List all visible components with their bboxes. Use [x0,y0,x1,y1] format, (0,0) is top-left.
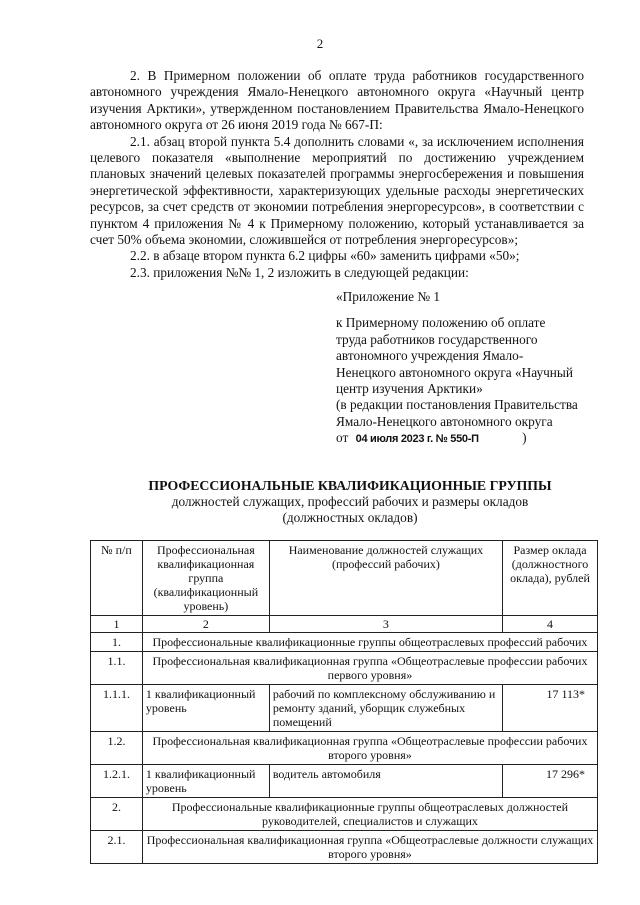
group-title: Профессиональные квалификационные группы общеотраслевых должностей руководителей, специалистов и служащих [142,798,597,831]
qualification-level: 1 квалификационный уровень [142,765,269,798]
row-number: 2.1. [91,831,143,864]
date-prefix: от [336,430,349,446]
column-number: 4 [503,616,598,633]
group-title: Профессиональная квалификационная группа «Общеотраслевые профессии рабочих первого уровня» [142,652,597,685]
salary: 17 113* [503,685,598,732]
paragraph-2: 2. В Примерном положении об оплате труда работников государственного автономного учреждения Ямало-Ненецкого автономного округа «Научный центр изучения Арктики», утвержденном постановлением Правительства Ямало-Ненецкого автономного округа от 26 июня 2019 года № 667-П: [90,68,584,133]
title-main: ПРОФЕССИОНАЛЬНЫЕ КВАЛИФИКАЦИОННЫЕ ГРУППЫ [148,478,552,493]
table-row [91,732,598,765]
table-row [91,633,598,652]
appendix-line: труда работников государственного [336,331,538,347]
appendix-line: Ямало-Ненецкого автономного округа [336,413,553,429]
table-row [91,685,598,732]
table-header-row [91,541,598,616]
column-number: 1 [91,616,143,633]
body-text [90,68,584,281]
appendix-block [336,289,626,448]
row-number: 1.2.1. [91,765,143,798]
paragraph-2-1: 2.1. абзац второй пункта 5.4 дополнить словами «, за исключением исполнения целевого показателя «выполнение мероприятий по достижению учреждением плановых значений целевых показателей программы энергосбережения и повышения энергетической эффективности, характеризующих удельные расходы энергетических ресурсов, за счет средств от экономии потребления энергоресурсов», в соответствии с пунктом 4 приложения № 4 к Примерному положению, который устанавливается за счет 50% объема экономии, сложившейся от потребления энергоресурсов»; [90,133,584,248]
table-row [91,831,598,864]
appendix-line: центр изучения Арктики» [336,381,483,397]
group-title: Профессиональные квалификационные группы общеотраслевых профессий рабочих [142,633,597,652]
title-sub-1: должностей служащих, профессий рабочих и размеры окладов [171,494,529,509]
group-title: Профессиональная квалификационная группа «Общеотраслевые должности служащих второго уровня» [142,831,597,864]
positions: рабочий по комплексному обслуживанию и ремонту зданий, уборщик служебных помещений [269,685,502,732]
date-suffix: ) [522,430,527,446]
signature-date-stamp: 04 июля 2023 г. № 550-П [355,433,479,446]
table-row [91,652,598,685]
header-cell: Профессиональная квалификационная группа (квалификационный уровень) [142,541,269,616]
salary: 17 296* [503,765,598,798]
header-cell: Размер оклада (должностного оклада), рублей [503,541,598,616]
row-number: 1.2. [91,732,143,765]
header-cell: № п/п [91,541,143,616]
row-number: 2. [91,798,143,831]
appendix-line: Ненецкого автономного округа «Научный [336,364,573,380]
column-number-row [91,616,598,633]
table-row [91,798,598,831]
appendix-heading: «Приложение № 1 [336,289,440,304]
qualification-table [90,540,598,864]
column-number: 2 [142,616,269,633]
appendix-line: (в редакции постановления Правительства [336,397,578,413]
row-number: 1. [91,633,143,652]
column-number: 3 [269,616,502,633]
section-title [90,478,610,526]
paragraph-2-3: 2.3. приложения №№ 1, 2 изложить в следующей редакции: [130,264,469,280]
group-title: Профессиональная квалификационная группа «Общеотраслевые профессии рабочих второго уровня» [142,732,597,765]
header-cell: Наименование должностей служащих (профессий рабочих) [269,541,502,616]
page-number: 2 [316,36,324,51]
title-sub-2: (должностных окладов) [282,510,418,525]
paragraph-2-2: 2.2. в абзаце втором пункта 6.2 цифры «60» заменить цифрами «50»; [130,248,520,264]
row-number: 1.1. [91,652,143,685]
positions: водитель автомобиля [269,765,502,798]
row-number: 1.1.1. [91,685,143,732]
qualification-level: 1 квалификационный уровень [142,685,269,732]
appendix-line: к Примерному положению об оплате [336,315,546,331]
appendix-line: автономного учреждения Ямало- [336,348,524,364]
table-row [91,765,598,798]
appendix-date-line [336,430,626,447]
